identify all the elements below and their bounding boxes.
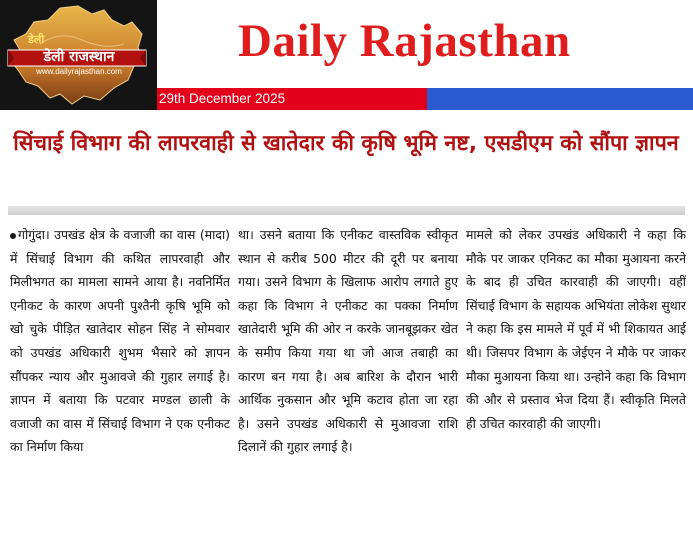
article-column-3: मामले को लेकर उपखंड अधिकारी ने कहा कि मौके पर जाकर एनिकट का मौका मुआयना करने के बाद ही उचित कारवाही की जाएगी। वहीं सिंचाई विभाग के सहायक अभियंता लोकेश सुथार ने कहा कि इस मामले में पूर्व में भी शिकायत आई थी। जिसपर विभाग के जेईएन ने मौके पर जाकर मौका मुआयना किया था। उन्होने कहा कि विभाग की और से प्रस्ताव भेज दिया हैं। स्वीकृति मिलते ही उचित कारवाही की जाएगी। <box>466 227 686 431</box>
logo-hindi-text: डेली राजस्थान <box>43 49 115 65</box>
site-logo[interactable] <box>0 0 157 110</box>
bullet-icon <box>10 233 16 239</box>
publication-date: 29th December 2025 <box>159 91 286 106</box>
article-headline: सिंचाई विभाग की लापरवाही से खातेदार की कृषि भूमि नष्ट, एसडीएम को सौंपा ज्ञापन <box>13 131 679 156</box>
logo-hindi-small: डेली <box>28 33 45 46</box>
headline-divider <box>8 206 685 215</box>
article-column-1-text: गोगुंदा। उपखंड क्षेत्र के वजाजी का वास (मादा) में सिंचाई विभाग की कथित लापरवाही और मिलीभगत का मामला सामने आया है। नवनिर्मित एनीकट के कारण अपनी पुश्तैनी कृषि भूमि को खो चुके पीड़ित खातेदार सोहन सिंह ने सोमवार को उपखंड अधिकारी शुभम भैसारे को ज्ञापन सौंपकर न्याय और मुआवजे की गुहार लगाई है। ज्ञापन में बताया कि पटवार मण्डल छाली के वजाजी का वास में सिंचाई विभाग ने एक एनीकट का निर्माण किया <box>10 227 230 455</box>
date-bar <box>157 88 693 110</box>
site-title[interactable]: Daily Rajasthan <box>238 15 571 67</box>
logo-url: www.dailyrajasthan.com <box>36 67 122 76</box>
article-body <box>10 223 686 459</box>
article-column-2: था। उसने बताया कि एनीकट वास्तविक स्वीकृत स्थान से करीब 500 मीटर की दूरी पर बनाया गया। उसने विभाग के खिलाफ आरोप लगाते हुए कहा कि विभाग ने एनीकट का पक्का निर्माण खातेदारी भूमि की ओर न करके जानबूझकर खेत के समीप किया गया था जो आज तबाही का कारण बन गया है। अब बारिश के दौरान भारी आर्थिक नुकसान और भूमि कटाव होता जा रहा है। उसने उपखंड अधिकारी से मुआवजा राशि दिलानें की गुहार लगाई है। <box>238 227 458 455</box>
masthead <box>0 0 693 110</box>
article-column-1 <box>10 223 230 459</box>
date-bar-blue-segment <box>427 88 693 110</box>
